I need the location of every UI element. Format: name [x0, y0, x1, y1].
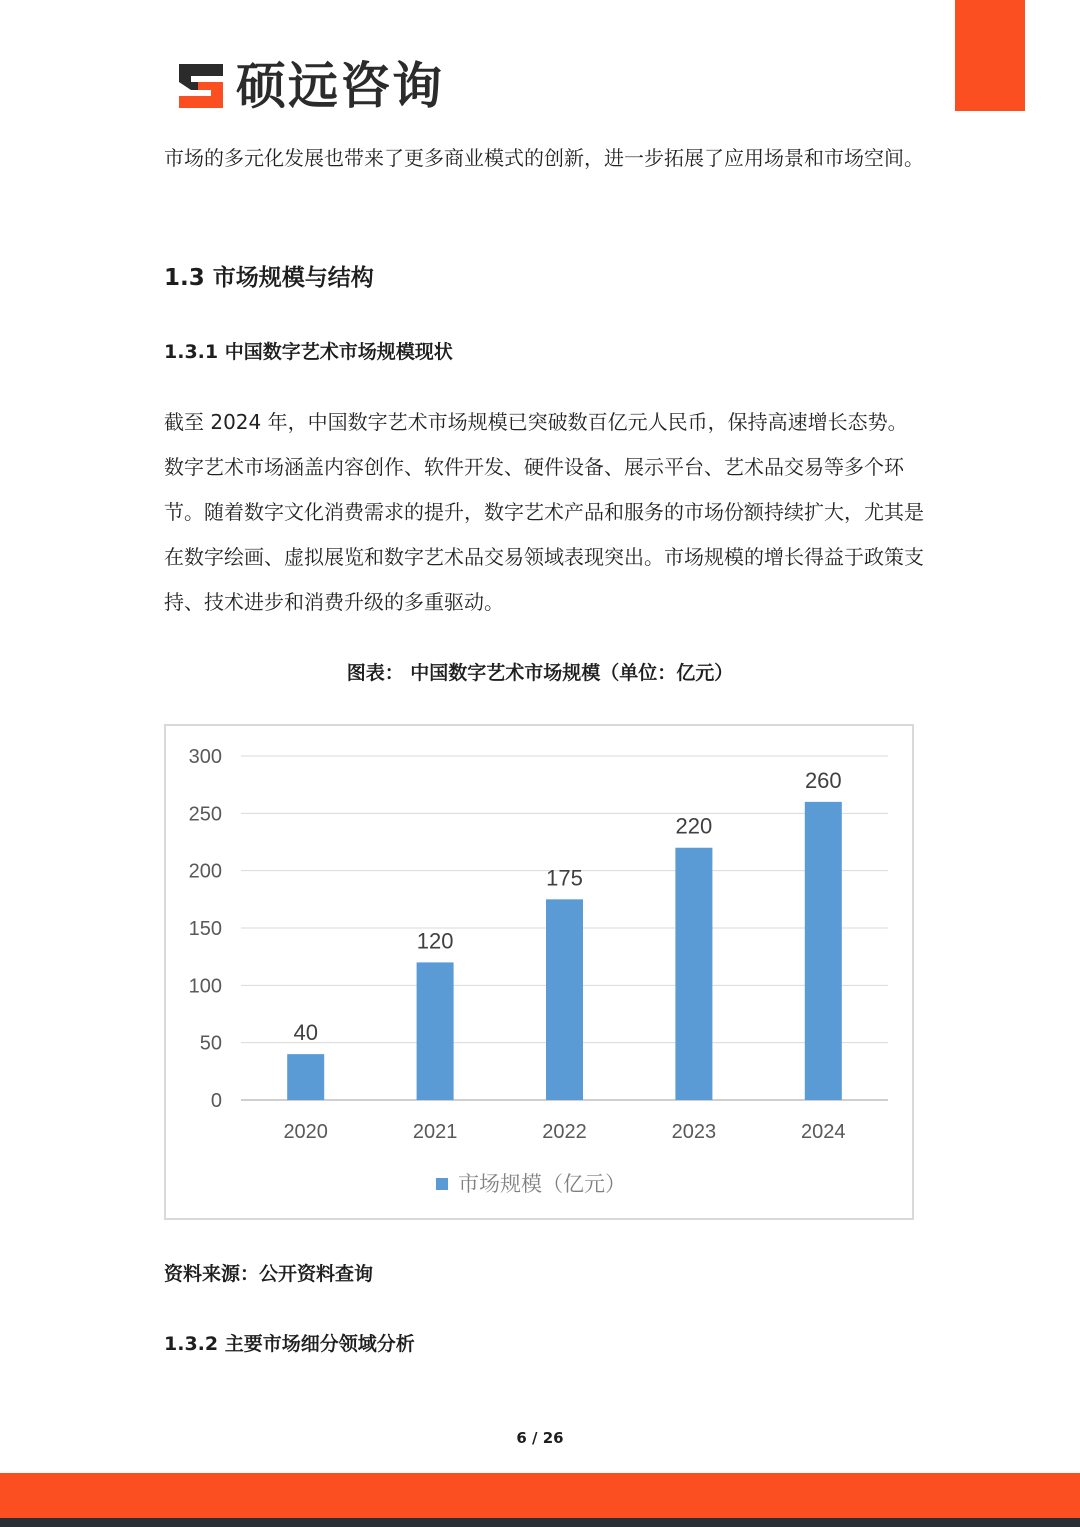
s-bracket-logo-icon [176, 61, 226, 111]
market-size-bar-chart [166, 726, 916, 1222]
y-tick-label: 100 [188, 975, 222, 998]
y-tick-label: 200 [188, 860, 222, 883]
y-tick-label: 250 [188, 803, 222, 826]
subsection-heading-1-3-2: 1.3.2 主要市场细分领域分析 [164, 1333, 415, 1355]
bar [417, 962, 454, 1100]
data-label: 220 [675, 813, 713, 839]
intro-paragraph: 市场的多元化发展也带来了更多商业模式的创新，进一步拓展了应用场景和市场空间。 [164, 146, 924, 170]
data-label: 260 [804, 767, 842, 793]
company-logo [176, 58, 444, 114]
data-label: 120 [416, 928, 454, 954]
legend-label: 市场规模（亿元） [458, 1172, 626, 1196]
y-tick-label: 50 [199, 1032, 222, 1055]
chart-container [164, 724, 914, 1220]
x-tick-label: 2021 [412, 1121, 458, 1143]
legend-swatch [436, 1178, 448, 1190]
source-note: 资料来源：公开资料查询 [164, 1263, 374, 1285]
corner-accent-tab [955, 0, 1025, 111]
footer-dark-bar [0, 1518, 1080, 1527]
data-label: 40 [293, 1020, 318, 1046]
data-label: 175 [546, 865, 583, 891]
section-heading: 1.3 市场规模与结构 [164, 265, 374, 291]
y-tick-label: 0 [210, 1090, 222, 1112]
x-tick-label: 2022 [542, 1121, 587, 1143]
x-tick-label: 2023 [671, 1121, 717, 1143]
company-name: 硕远咨询 [236, 57, 444, 115]
x-tick-label: 2024 [801, 1121, 846, 1143]
bar [675, 848, 712, 1100]
footer-accent-bar [0, 1473, 1080, 1518]
chart-caption: 图表： 中国数字艺术市场规模（单位：亿元） [346, 662, 734, 684]
y-tick-label: 300 [188, 746, 222, 768]
bar [805, 802, 842, 1100]
bar [287, 1054, 324, 1100]
y-tick-label: 150 [188, 918, 222, 940]
x-tick-label: 2020 [283, 1121, 328, 1143]
page-number: 6 / 26 [516, 1429, 564, 1447]
subsection-heading-1-3-1: 1.3.1 中国数字艺术市场规模现状 [164, 341, 453, 363]
bar [546, 899, 583, 1100]
market-size-paragraph: 截至 2024 年，中国数字艺术市场规模已突破数百亿元人民币，保持高速增长态势。数字艺术市场涵盖内容创作、软件开发、硬件设备、展示平台、艺术品交易等多个环节。随着数字文化消费需求的提升，数字艺术产品和服务的市场份额持续扩大，尤其是在数字绘画、虚拟展览和数字艺术品交易领域表现突出。市场规模的增长得益于政策支持、技术进步和消费升级的多重驱动。 [164, 410, 924, 614]
